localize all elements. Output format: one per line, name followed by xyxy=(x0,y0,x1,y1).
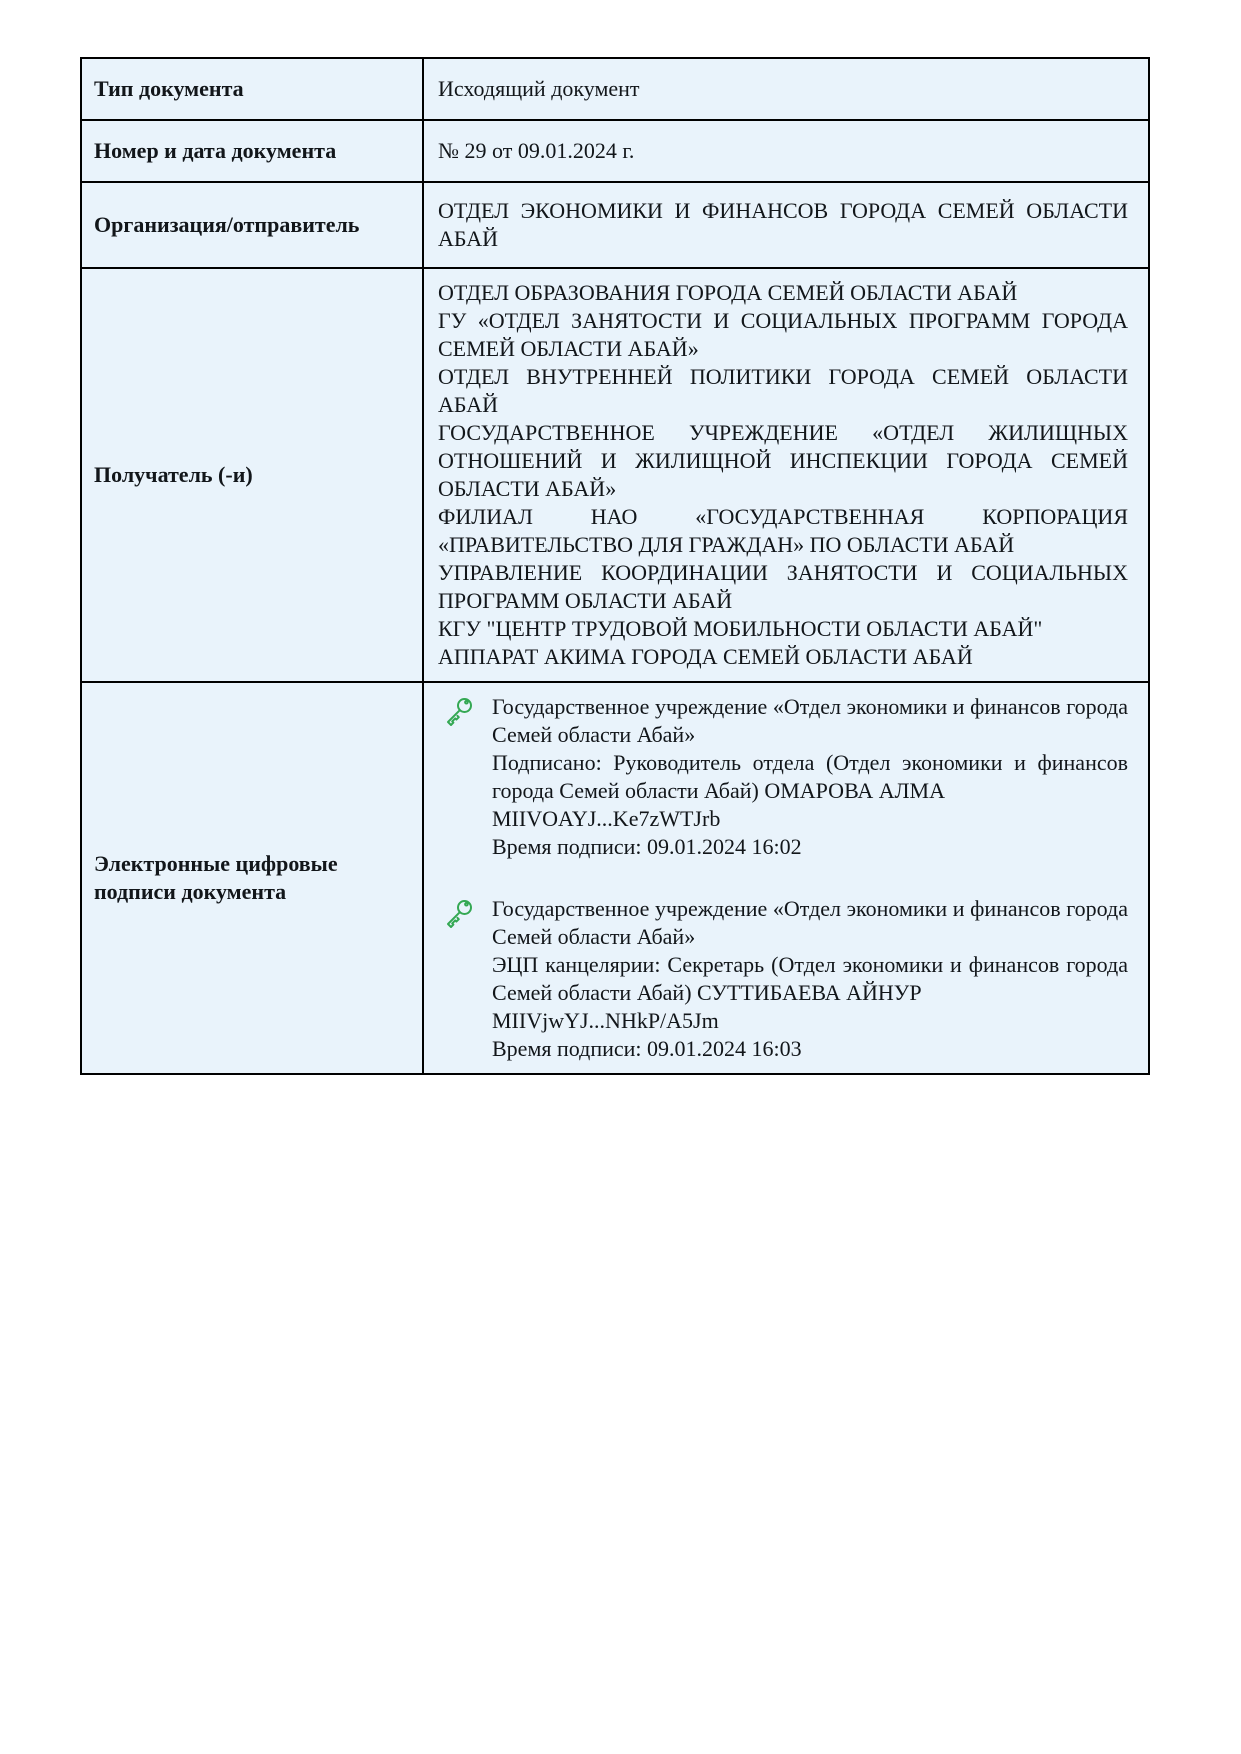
row-label-type: Тип документа xyxy=(81,58,423,120)
row-value-sender: ОТДЕЛ ЭКОНОМИКИ И ФИНАНСОВ ГОРОДА СЕМЕЙ ОБЛАСТИ АБАЙ xyxy=(423,182,1149,268)
recipient-item: ФИЛИАЛ НАО «ГОСУДАРСТВЕННАЯ КОРПОРАЦИЯ «ПРАВИТЕЛЬСТВО ДЛЯ ГРАЖДАН» ПО ОБЛАСТИ АБАЙ xyxy=(438,504,1128,557)
signature-signed-by: Подписано: Руководитель отдела (Отдел экономики и финансов города Семей области Абай) ОМАРОВА АЛМА xyxy=(492,750,1128,803)
signature-details xyxy=(492,693,1128,861)
signature-organization: Государственное учреждение «Отдел экономики и финансов города Семей области Абай» xyxy=(492,694,1128,747)
row-value-recipients xyxy=(423,268,1149,682)
signature-time: Время подписи: 09.01.2024 16:03 xyxy=(492,1036,802,1061)
key-icon xyxy=(442,695,476,736)
recipient-item: ОТДЕЛ ОБРАЗОВАНИЯ ГОРОДА СЕМЕЙ ОБЛАСТИ АБАЙ xyxy=(438,280,1018,305)
recipient-item: ГОСУДАРСТВЕННОЕ УЧРЕЖДЕНИЕ «ОТДЕЛ ЖИЛИЩНЫХ ОТНОШЕНИЙ И ЖИЛИЩНОЙ ИНСПЕКЦИИ ГОРОДА СЕМЕЙ ОБЛАСТИ АБАЙ» xyxy=(438,420,1128,501)
row-value-number-date: № 29 от 09.01.2024 г. xyxy=(423,120,1149,182)
recipient-item: КГУ "ЦЕНТР ТРУДОВОЙ МОБИЛЬНОСТИ ОБЛАСТИ АБАЙ" xyxy=(438,616,1043,641)
row-value-type: Исходящий документ xyxy=(423,58,1149,120)
signature-certificate: MIIVOAYJ...Ke7zWTJrb xyxy=(492,806,721,831)
signature-time: Время подписи: 09.01.2024 16:02 xyxy=(492,834,802,859)
table-row-type xyxy=(81,58,1149,120)
document-card-table xyxy=(80,57,1150,1075)
recipient-item: ОТДЕЛ ВНУТРЕННЕЙ ПОЛИТИКИ ГОРОДА СЕМЕЙ ОБЛАСТИ АБАЙ xyxy=(438,364,1128,417)
recipient-item: АППАРАТ АКИМА ГОРОДА СЕМЕЙ ОБЛАСТИ АБАЙ xyxy=(438,644,973,669)
key-icon xyxy=(442,897,476,938)
signature-certificate: MIIVjwYJ...NHkP/A5Jm xyxy=(492,1008,719,1033)
table-row-signatures xyxy=(81,682,1149,1074)
recipient-item: УПРАВЛЕНИЕ КООРДИНАЦИИ ЗАНЯТОСТИ И СОЦИАЛЬНЫХ ПРОГРАММ ОБЛАСТИ АБАЙ xyxy=(438,560,1128,613)
row-label-number-date: Номер и дата документа xyxy=(81,120,423,182)
signature-organization: Государственное учреждение «Отдел экономики и финансов города Семей области Абай» xyxy=(492,896,1128,949)
signature-entry xyxy=(438,693,1128,861)
table-row-number-date xyxy=(81,120,1149,182)
signature-entry xyxy=(438,895,1128,1063)
row-label-sender: Организация/отправитель xyxy=(81,182,423,268)
row-label-recipients: Получатель (-и) xyxy=(81,268,423,682)
signature-details xyxy=(492,895,1128,1063)
row-label-signatures: Электронные цифровые подписи документа xyxy=(81,682,423,1074)
signature-signed-by: ЭЦП канцелярии: Секретарь (Отдел экономики и финансов города Семей области Абай) СУТТИБАЕВА АЙНУР xyxy=(492,952,1128,1005)
table-row-recipients xyxy=(81,268,1149,682)
recipient-item: ГУ «ОТДЕЛ ЗАНЯТОСТИ И СОЦИАЛЬНЫХ ПРОГРАММ ГОРОДА СЕМЕЙ ОБЛАСТИ АБАЙ» xyxy=(438,308,1128,361)
table-row-sender xyxy=(81,182,1149,268)
row-value-signatures xyxy=(423,682,1149,1074)
